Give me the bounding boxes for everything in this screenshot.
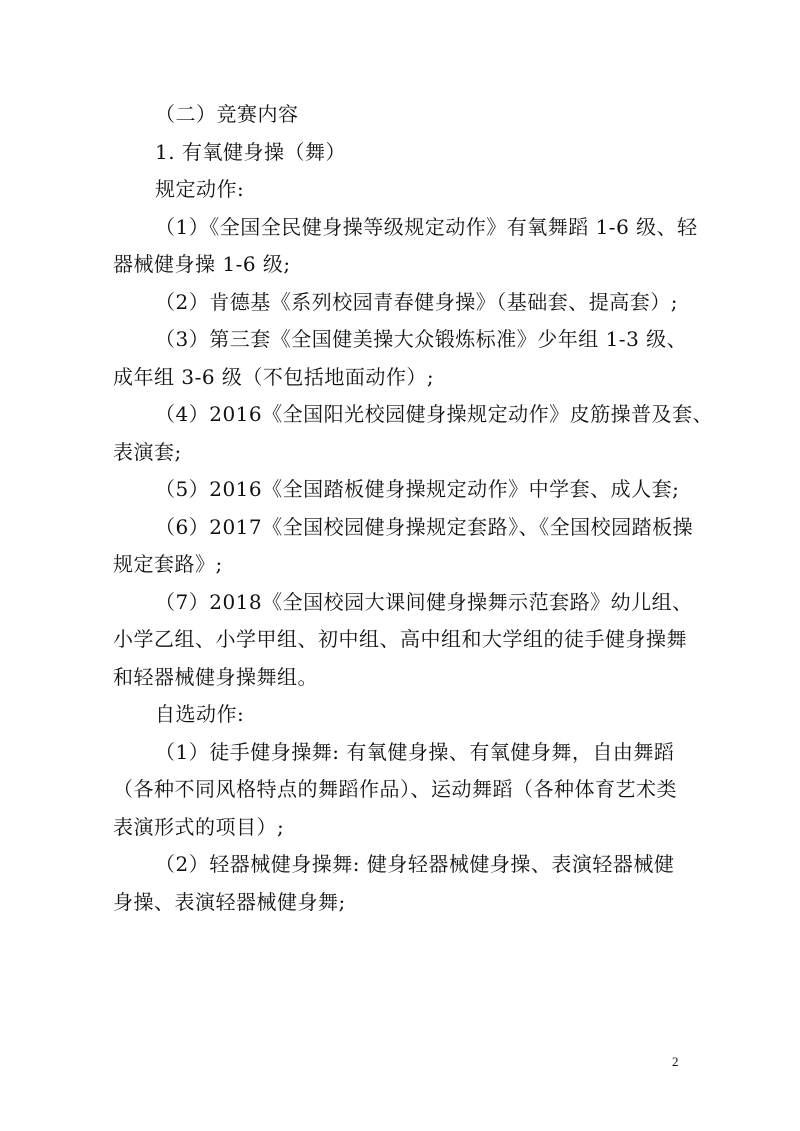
paragraph-line: （3）第三套《全国健美操大众锻炼标准》少年组 1-3 级、 [155, 327, 688, 351]
paragraph-line: 成年组 3-6 级（不包括地面动作）; [113, 364, 435, 389]
paragraph-line: （1）徒手健身操舞: 有氧健身操、有氧健身舞，自由舞蹈 [155, 739, 675, 764]
paragraph-line: 身操、表演轻器械健身舞; [113, 889, 346, 914]
paragraph-line: 规定套路》; [113, 552, 223, 576]
paragraph-line: 小学乙组、小学甲组、初中组、高中组和大学组的徒手健身操舞 [113, 627, 687, 651]
paragraph-line: （1）《全国全民健身操等级规定动作》有氧舞蹈 1-6 级、轻 [155, 214, 698, 239]
paragraph-line: （6）2017《全国校园健身操规定套路》、《全国校园踏板操 [155, 514, 694, 539]
section-heading: （二）竞赛内容 [155, 102, 299, 126]
paragraph-line: 规定动作: [155, 177, 245, 201]
paragraph-line: 和轻器械健身操舞组。 [113, 664, 318, 689]
paragraph-line: （各种不同风格特点的舞蹈作品）、运动舞蹈（各种体育艺术类 [113, 777, 677, 801]
paragraph-line: （4）2016《全国阳光校园健身操规定动作》皮筋操普及套、 [155, 402, 714, 426]
paragraph-line: 器械健身操 1-6 级; [113, 252, 291, 276]
paragraph-line: （2）轻器械健身操舞: 健身轻器械健身操、表演轻器械健 [155, 852, 675, 876]
page-number: 2 [672, 1054, 679, 1069]
paragraph-line: 表演套; [113, 439, 182, 464]
subsection-heading: 1. 有氧健身操（舞） [155, 139, 346, 164]
paragraph-line: （5）2016《全国踏板健身操规定动作》中学套、成人套; [155, 477, 680, 501]
paragraph-line: 表演形式的项目）; [113, 814, 285, 839]
paragraph-line: （2）肯德基《系列校园青春健身操》（基础套、提高套）; [155, 289, 678, 314]
paragraph-line: 自选动作: [155, 702, 245, 726]
document-body [113, 96, 714, 921]
paragraph-line: （7）2018《全国校园大课间健身操舞示范套路》幼儿组、 [155, 589, 693, 614]
